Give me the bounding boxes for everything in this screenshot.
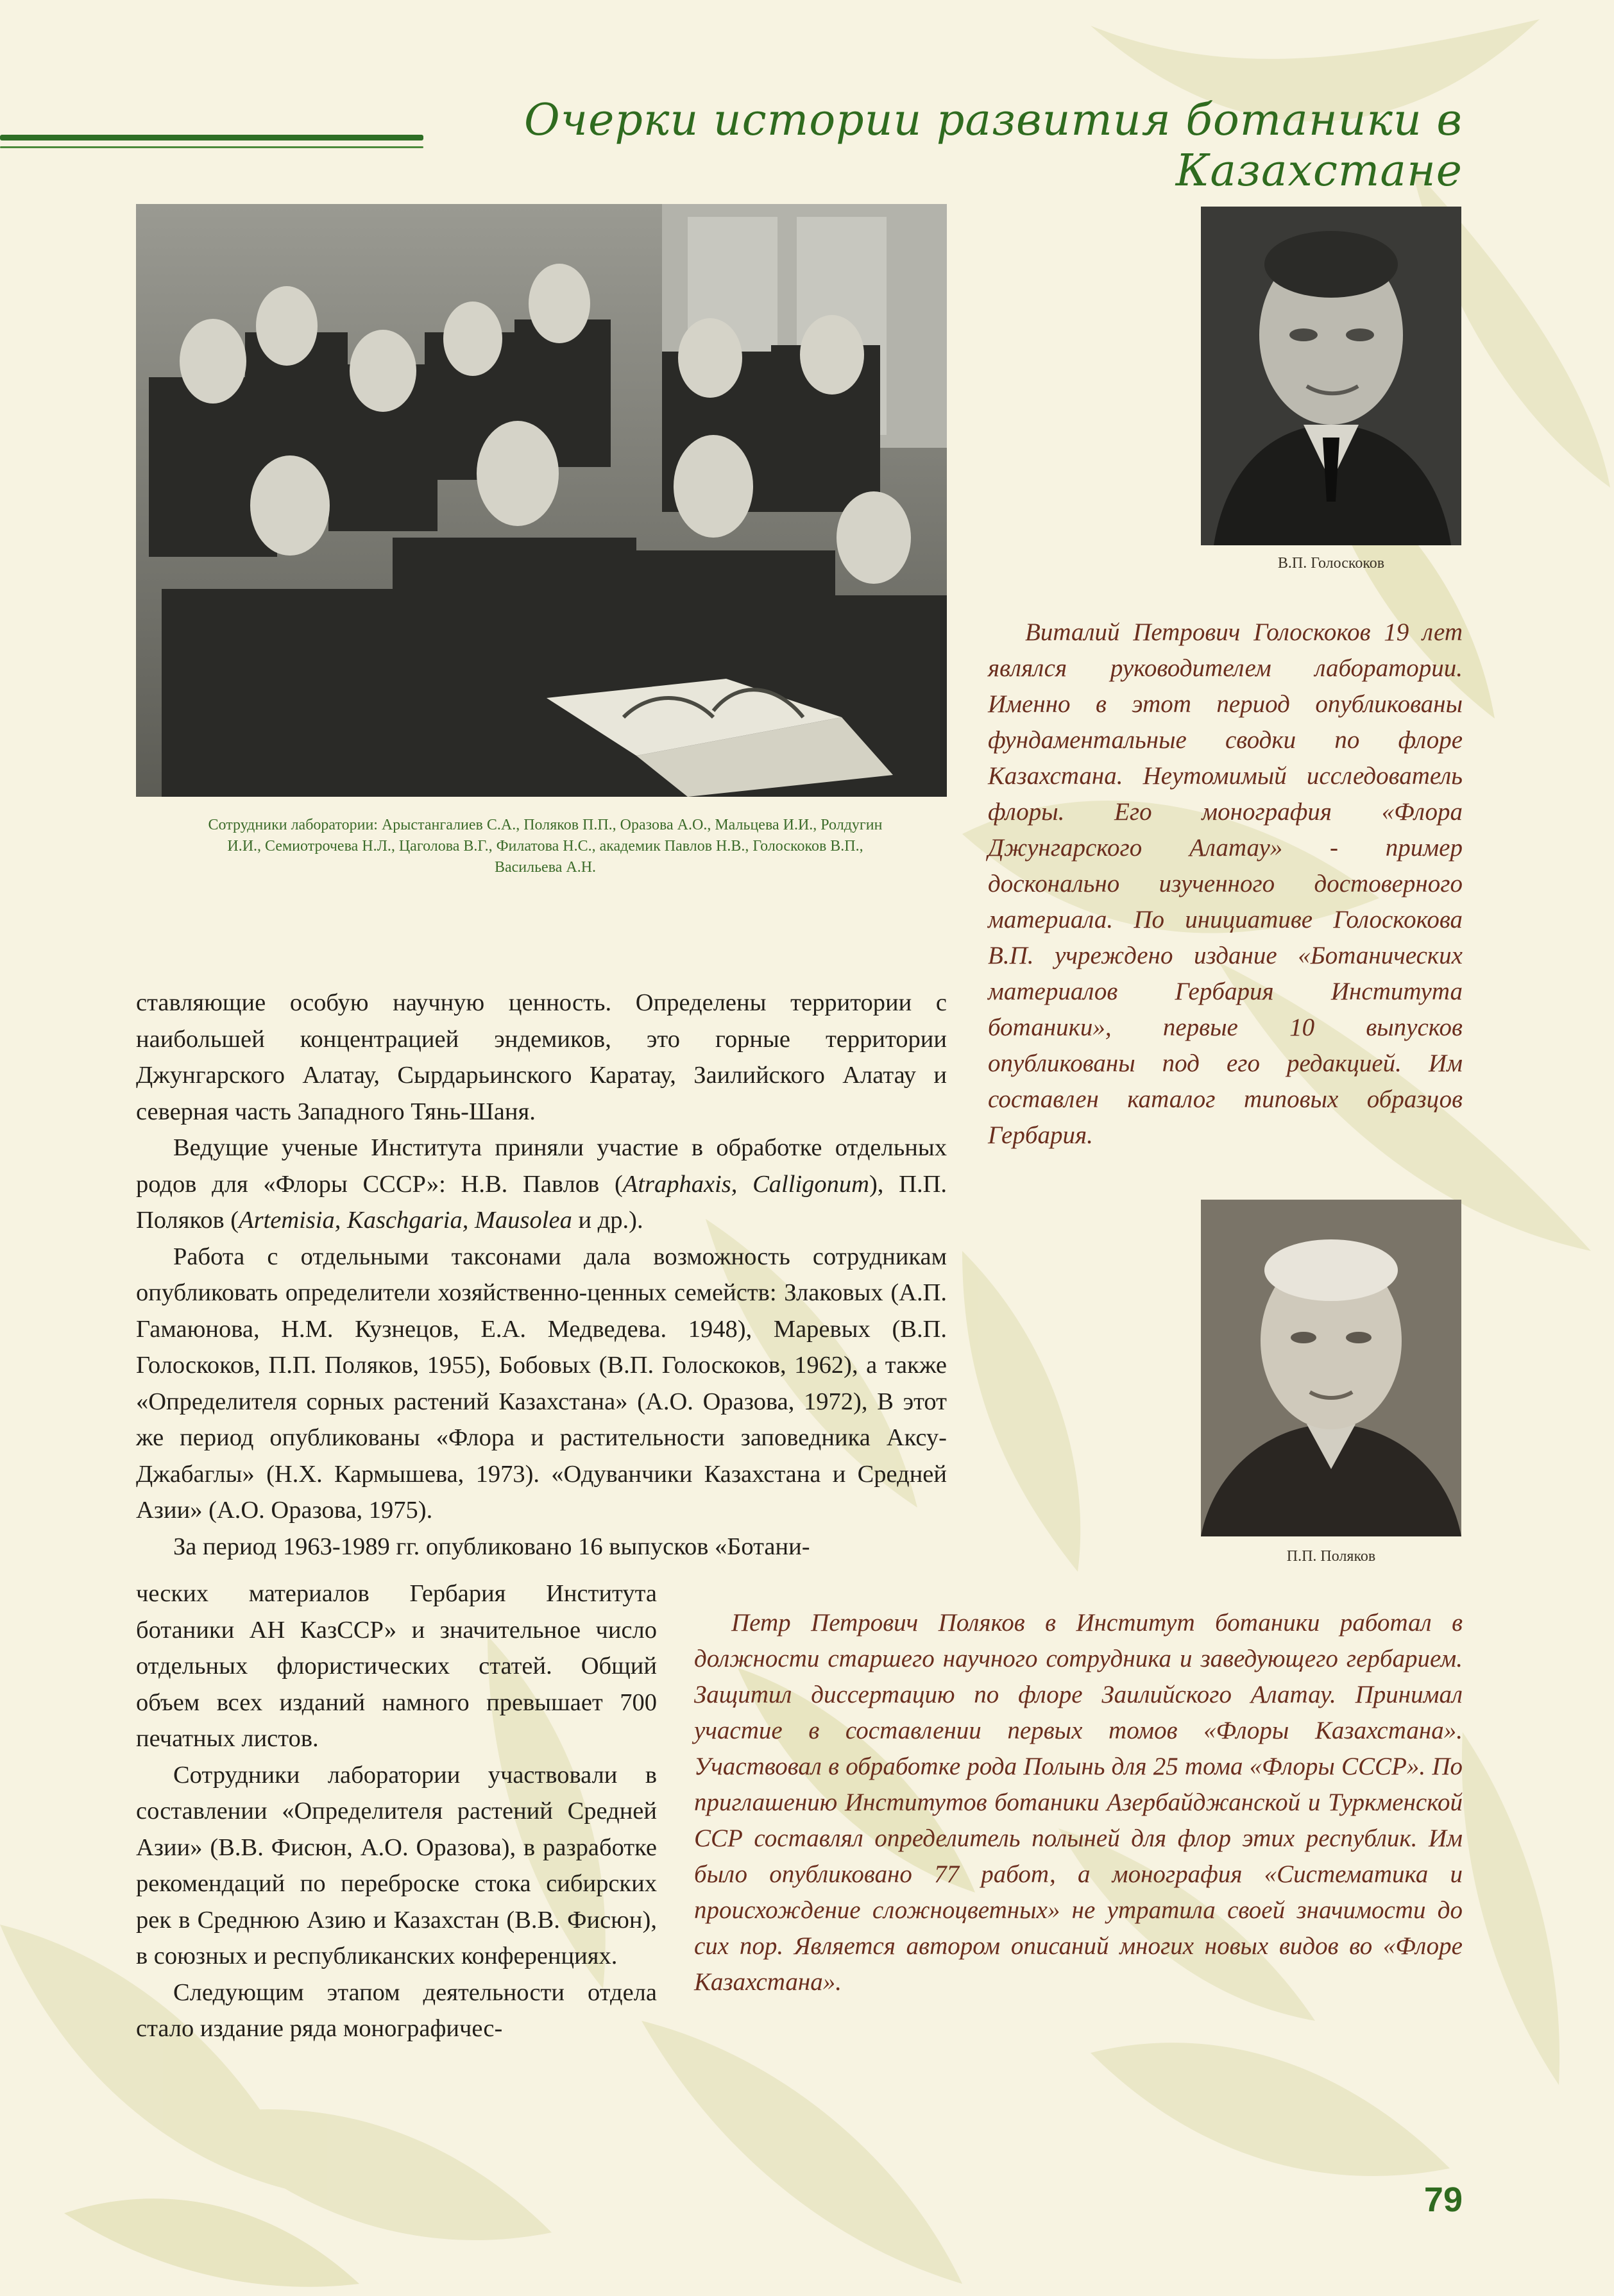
polyakov-bio-sidebar bbox=[694, 1605, 1463, 2000]
latin-genera-1: Atraphaxis, Calligonum bbox=[622, 1170, 869, 1198]
paragraph-6: Следующим этапом деятельности отдела стало издание ряда монографичес- bbox=[136, 1978, 657, 2042]
group-photo-caption: Сотрудники лаборатории: Арыстангалиев С.А., Поляков П.П., Оразова А.О., Мальцева И.И., Ролдугин И.И., Семиотрочева Н.Л., Цаголова В.Г., Филатова Н.С., академик Павлов Н.В., Голоскоков В.П., Васильева А.Н. bbox=[208, 817, 883, 876]
goloskokov-bio-sidebar bbox=[988, 615, 1463, 1153]
polyakov-portrait bbox=[1201, 1200, 1461, 1536]
main-text-column-narrow bbox=[136, 1576, 657, 2047]
page-number: 79 bbox=[1423, 2181, 1463, 2219]
header-rule bbox=[0, 135, 423, 140]
paragraph-5: Сотрудники лаборатории участвовали в составлении «Определителя растений Средней Азии» (В.В. Фисюн, А.О. Оразова), в разработке рекомендаций по переброске стока сибирских рек в Среднюю Азию и Казахстан (В.В. Фисюн), в союзных и республиканских конференциях. bbox=[136, 1761, 657, 1969]
running-header-title: Очерки истории развития ботаники в Казахстане bbox=[524, 95, 1463, 196]
latin-genera-2: Artemisia, Kaschgaria, Mausolea bbox=[239, 1207, 572, 1234]
goloskokov-caption: В.П. Голоскоков bbox=[1277, 555, 1385, 572]
paragraph-3: Работа с отдельными таксонами дала возможность сотрудникам опубликовать определители хозяйственно-ценных семейств: Злаковых (А.П. Гамаюнова, Н.М. Кузнецов, Е.А. Медведева. 1948), Маревых (В.П. Голоскоков, П.П. Поляков, 1955), Бобовых (В.П. Голоскоков, 1962), а также «Определителя сорных растений Казахстана» (А.О. Оразова, 1972), В этот же период опубликованы «Флора и растительности заповедника Аксу-Джабаглы» (Н.Х. Кармышева, 1973). «Одуванчики Казахстана и Средней Азии» (А.О. Оразова, 1975). bbox=[136, 1243, 947, 1524]
paragraph-4-rest: ческих материалов Гербария Института ботаники АН КазССР» и значительное число отдельных флористических статей. Общий объем всех изданий намного превышает 700 печатных листов. bbox=[136, 1580, 657, 1752]
main-text-column bbox=[136, 985, 947, 1565]
goloskokov-bio-text: Виталий Петрович Голоскоков 19 лет являлся руководителем лаборатории. Именно в этот период опубликованы фундаментальные сводки по флоре Казахстана. Неутомимый исследователь флоры. Его монография «Флора Джунгарского Алатау» - пример досконально изученного достоверного материала. По инициативе Голоскокова В.П. учреждено издание «Ботанических материалов Гербария Института ботаники», первые 10 выпусков опубликованы под его редакцией. Им составлен каталог типовых образцов Гербария. bbox=[988, 618, 1463, 1149]
polyakov-caption: П.П. Поляков bbox=[1286, 1548, 1376, 1565]
header-rule-thin bbox=[0, 146, 423, 148]
paragraph-4-start: За период 1963-1989 гг. опубликовано 16 выпусков «Ботани- bbox=[173, 1533, 810, 1560]
goloskokov-portrait bbox=[1201, 207, 1461, 545]
paragraph-2: Ведущие ученые Института приняли участие в обработке отдельных родов для «Флоры СССР»: Н.В. Павлов (Atraphaxis, Calligonum), П.П. Поляков (Artemisia, Kaschgaria, Mausolea и др.). bbox=[136, 1134, 947, 1234]
group-photo bbox=[136, 204, 947, 797]
paragraph-1: ставляющие особую научную ценность. Определены территории с наибольшей концентрацией эндемиков, это горные территории Джунгарского Алатау, Сырдарьинского Каратау, Заилийского Алатау и северная часть Западного Тянь-Шаня. bbox=[136, 989, 947, 1125]
polyakov-bio-text: Петр Петрович Поляков в Институт ботаники работал в должности старшего научного сотрудника и заведующего гербарием. Защитил диссертацию по флоре Заилийского Алатау. Принимал участие в составлении первых томов «Флоры Казахстана». Участвовал в обработке рода Полынь для 25 тома «Флоры СССР». По приглашению Институтов ботаники Азербайджанской и Туркменской ССР составлял определитель полыней для флор этих республик. Им было опубликовано 77 работ, а монография «Систематика и происхождение сложноцветных» не утратила своей значимости до сих пор. Является автором описаний многих новых видов во «Флоре Казахстана». bbox=[694, 1609, 1463, 1996]
